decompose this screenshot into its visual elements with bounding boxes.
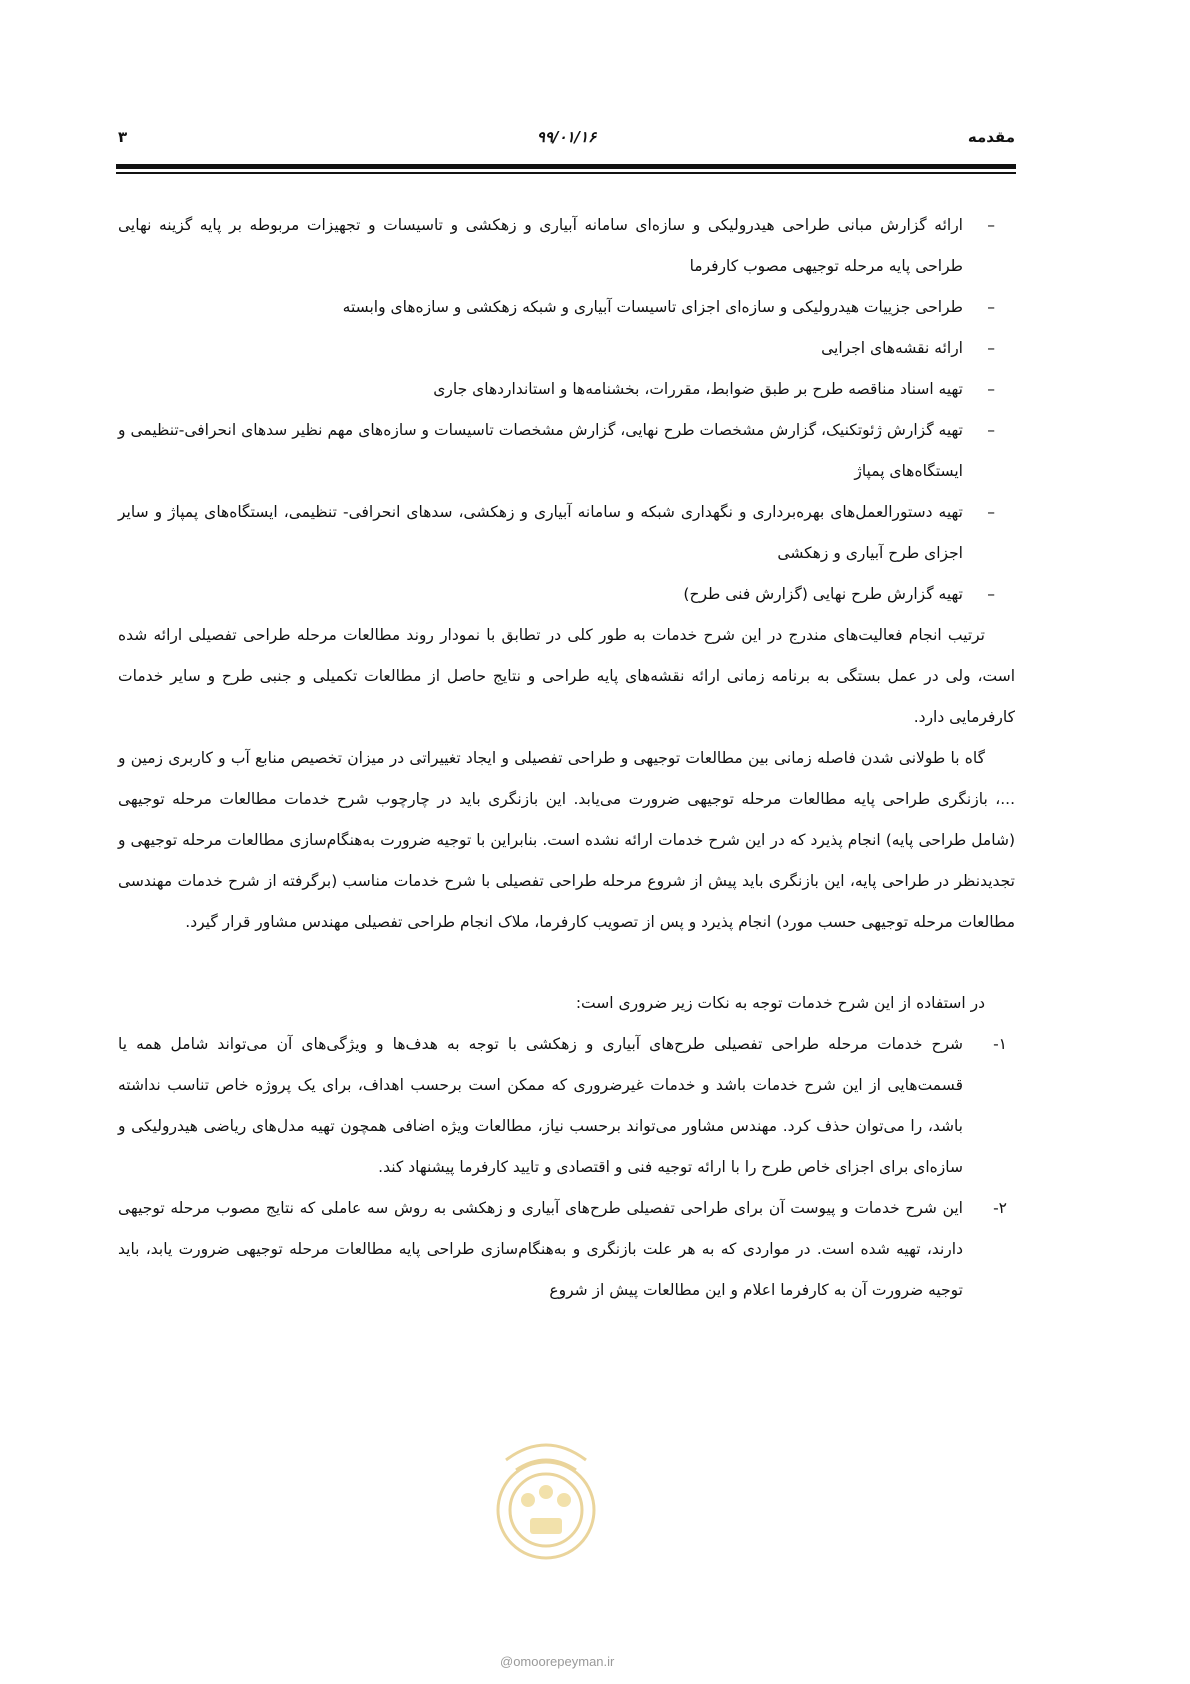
notes-intro: در استفاده از این شرح خدمات توجه به نکات زیر ضروری است:: [575, 994, 985, 1012]
paragraph: ترتیب انجام فعالیت‌های مندرج در این شرح خدمات به طور کلی در تطابق با نمودار روند مطالعات مرحله طراحی تفصیلی ارائه شده است، ولی در عمل بستگی به برنامه زمانی ارائه نقشه‌های پایه طراحی و نتایج حاصل از مطالعات تکمیلی و جنبی طرح و سایر خدمات کارفرمایی دارد.: [118, 626, 1015, 726]
list-item: – ارائه نقشه‌های اجرایی: [118, 328, 1015, 369]
watermark-site: @omoorepeyman.ir: [500, 1654, 615, 1669]
header-date: ۹۹/۰۱/۱۶: [536, 128, 597, 146]
list-item: – ارائه گزارش مبانی طراحی هیدرولیکی و سازه‌ای سامانه آبیاری و زهکشی و تاسیسات و تجهیزات مربوطه بر پایه گزینه نهایی طراحی پایه مرحله توجیهی مصوب کارفرما: [118, 205, 1015, 287]
item-number: ۱-: [993, 1035, 1007, 1053]
page-header: [118, 128, 1015, 152]
watermark-seal-icon: [486, 1430, 606, 1575]
header-rule-thick: [116, 164, 1016, 169]
header-title: مقدمه: [967, 128, 1015, 146]
paragraph: گاه با طولانی شدن فاصله زمانی بین مطالعات توجیهی و طراحی تفصیلی و ایجاد تغییراتی در میزان تخصیص منابع آب و کاربری زمین و ...، بازنگری طراحی پایه مطالعات مرحله توجیهی ضرورت می‌یابد. این بازنگری باید در چارچوب شرح خدمات مطالعات مرحله توجیهی (شامل طراحی پایه) انجام پذیرد که در این شرح خدمات ارائه نشده است. بنابراین با توجیه ضرورت به‌هنگام‌سازی مطالعات مرحله توجیهی و تجدیدنظر در طراحی پایه، این بازنگری باید پیش از شروع مرحله طراحی تفصیلی با شرح خدمات مناسب (برگرفته از شرح خدمات مهندسی مطالعات مرحله توجیهی حسب مورد) انجام پذیرد و پس از تصویب کارفرما، ملاک انجام طراحی تفصیلی مهندس مشاور قرار گیرد.: [118, 749, 1015, 931]
page-number: ۳: [118, 128, 128, 146]
list-item: – تهیه دستورالعمل‌های بهره‌برداری و نگهداری شبکه و سامانه آبیاری و زهکشی، سدهای انحرافی- تنظیمی، ایستگاه‌های پمپاژ و سایر اجزای طرح آبیاری و زهکشی: [118, 492, 1015, 574]
list-item: – طراحی جزییات هیدرولیکی و سازه‌ای اجزای تاسیسات آبیاری و شبکه زهکشی و سازه‌های وابسته: [118, 287, 1015, 328]
list-item: – تهیه گزارش ژئوتکنیک، گزارش مشخصات طرح نهایی، گزارش مشخصات تاسیسات و سازه‌های مهم نظیر سدهای انحرافی-تنظیمی و ایستگاه‌های پمپاژ: [118, 410, 1015, 492]
spacer: [118, 943, 1015, 983]
header-rule-thin: [116, 172, 1016, 174]
numbered-item: [118, 1024, 1015, 1188]
list-item: – تهیه اسناد مناقصه طرح بر طبق ضوابط، مقررات، بخشنامه‌ها و استانداردهای جاری: [118, 369, 1015, 410]
item-number: ۲-: [993, 1199, 1007, 1217]
numbered-item: [118, 1188, 1015, 1311]
document-body: [118, 205, 1015, 1311]
list-item: – تهیه گزارش طرح نهایی (گزارش فنی طرح): [118, 574, 1015, 615]
notes-list: [118, 1024, 1015, 1311]
activity-list: [118, 205, 1015, 615]
item-text: شرح خدمات مرحله طراحی تفصیلی طرح‌های آبیاری و زهکشی با توجه به هدف‌ها و ویژگی‌های آن می‌تواند شامل همه یا قسمت‌هایی از این شرح خدمات باشد و خدمات غیرضروری که ممکن است برحسب اهداف، برای یک پروژه خاص تناسب نداشته باشد، را می‌توان حذف کرد. مهندس مشاور می‌تواند برحسب نیاز، مطالعات ویژه اضافی همچون تهیه مدل‌های ریاضی هیدرولیکی و سازه‌ای برای اجزای خاص طرح را با ارائه توجیه فنی و اقتصادی و تایید کارفرما پیشنهاد کند.: [118, 1035, 963, 1176]
item-text: این شرح خدمات و پیوست آن برای طراحی تفصیلی طرح‌های آبیاری و زهکشی به روش سه عاملی که نتایج مصوب مرحله توجیهی دارند، تهیه شده است. در مواردی که به هر علت بازنگری و به‌هنگام‌سازی طراحی پایه مطالعات مرحله توجیهی ضرورت یابد، باید توجیه ضرورت آن به کارفرما اعلام و این مطالعات پیش از شروع: [118, 1199, 963, 1299]
